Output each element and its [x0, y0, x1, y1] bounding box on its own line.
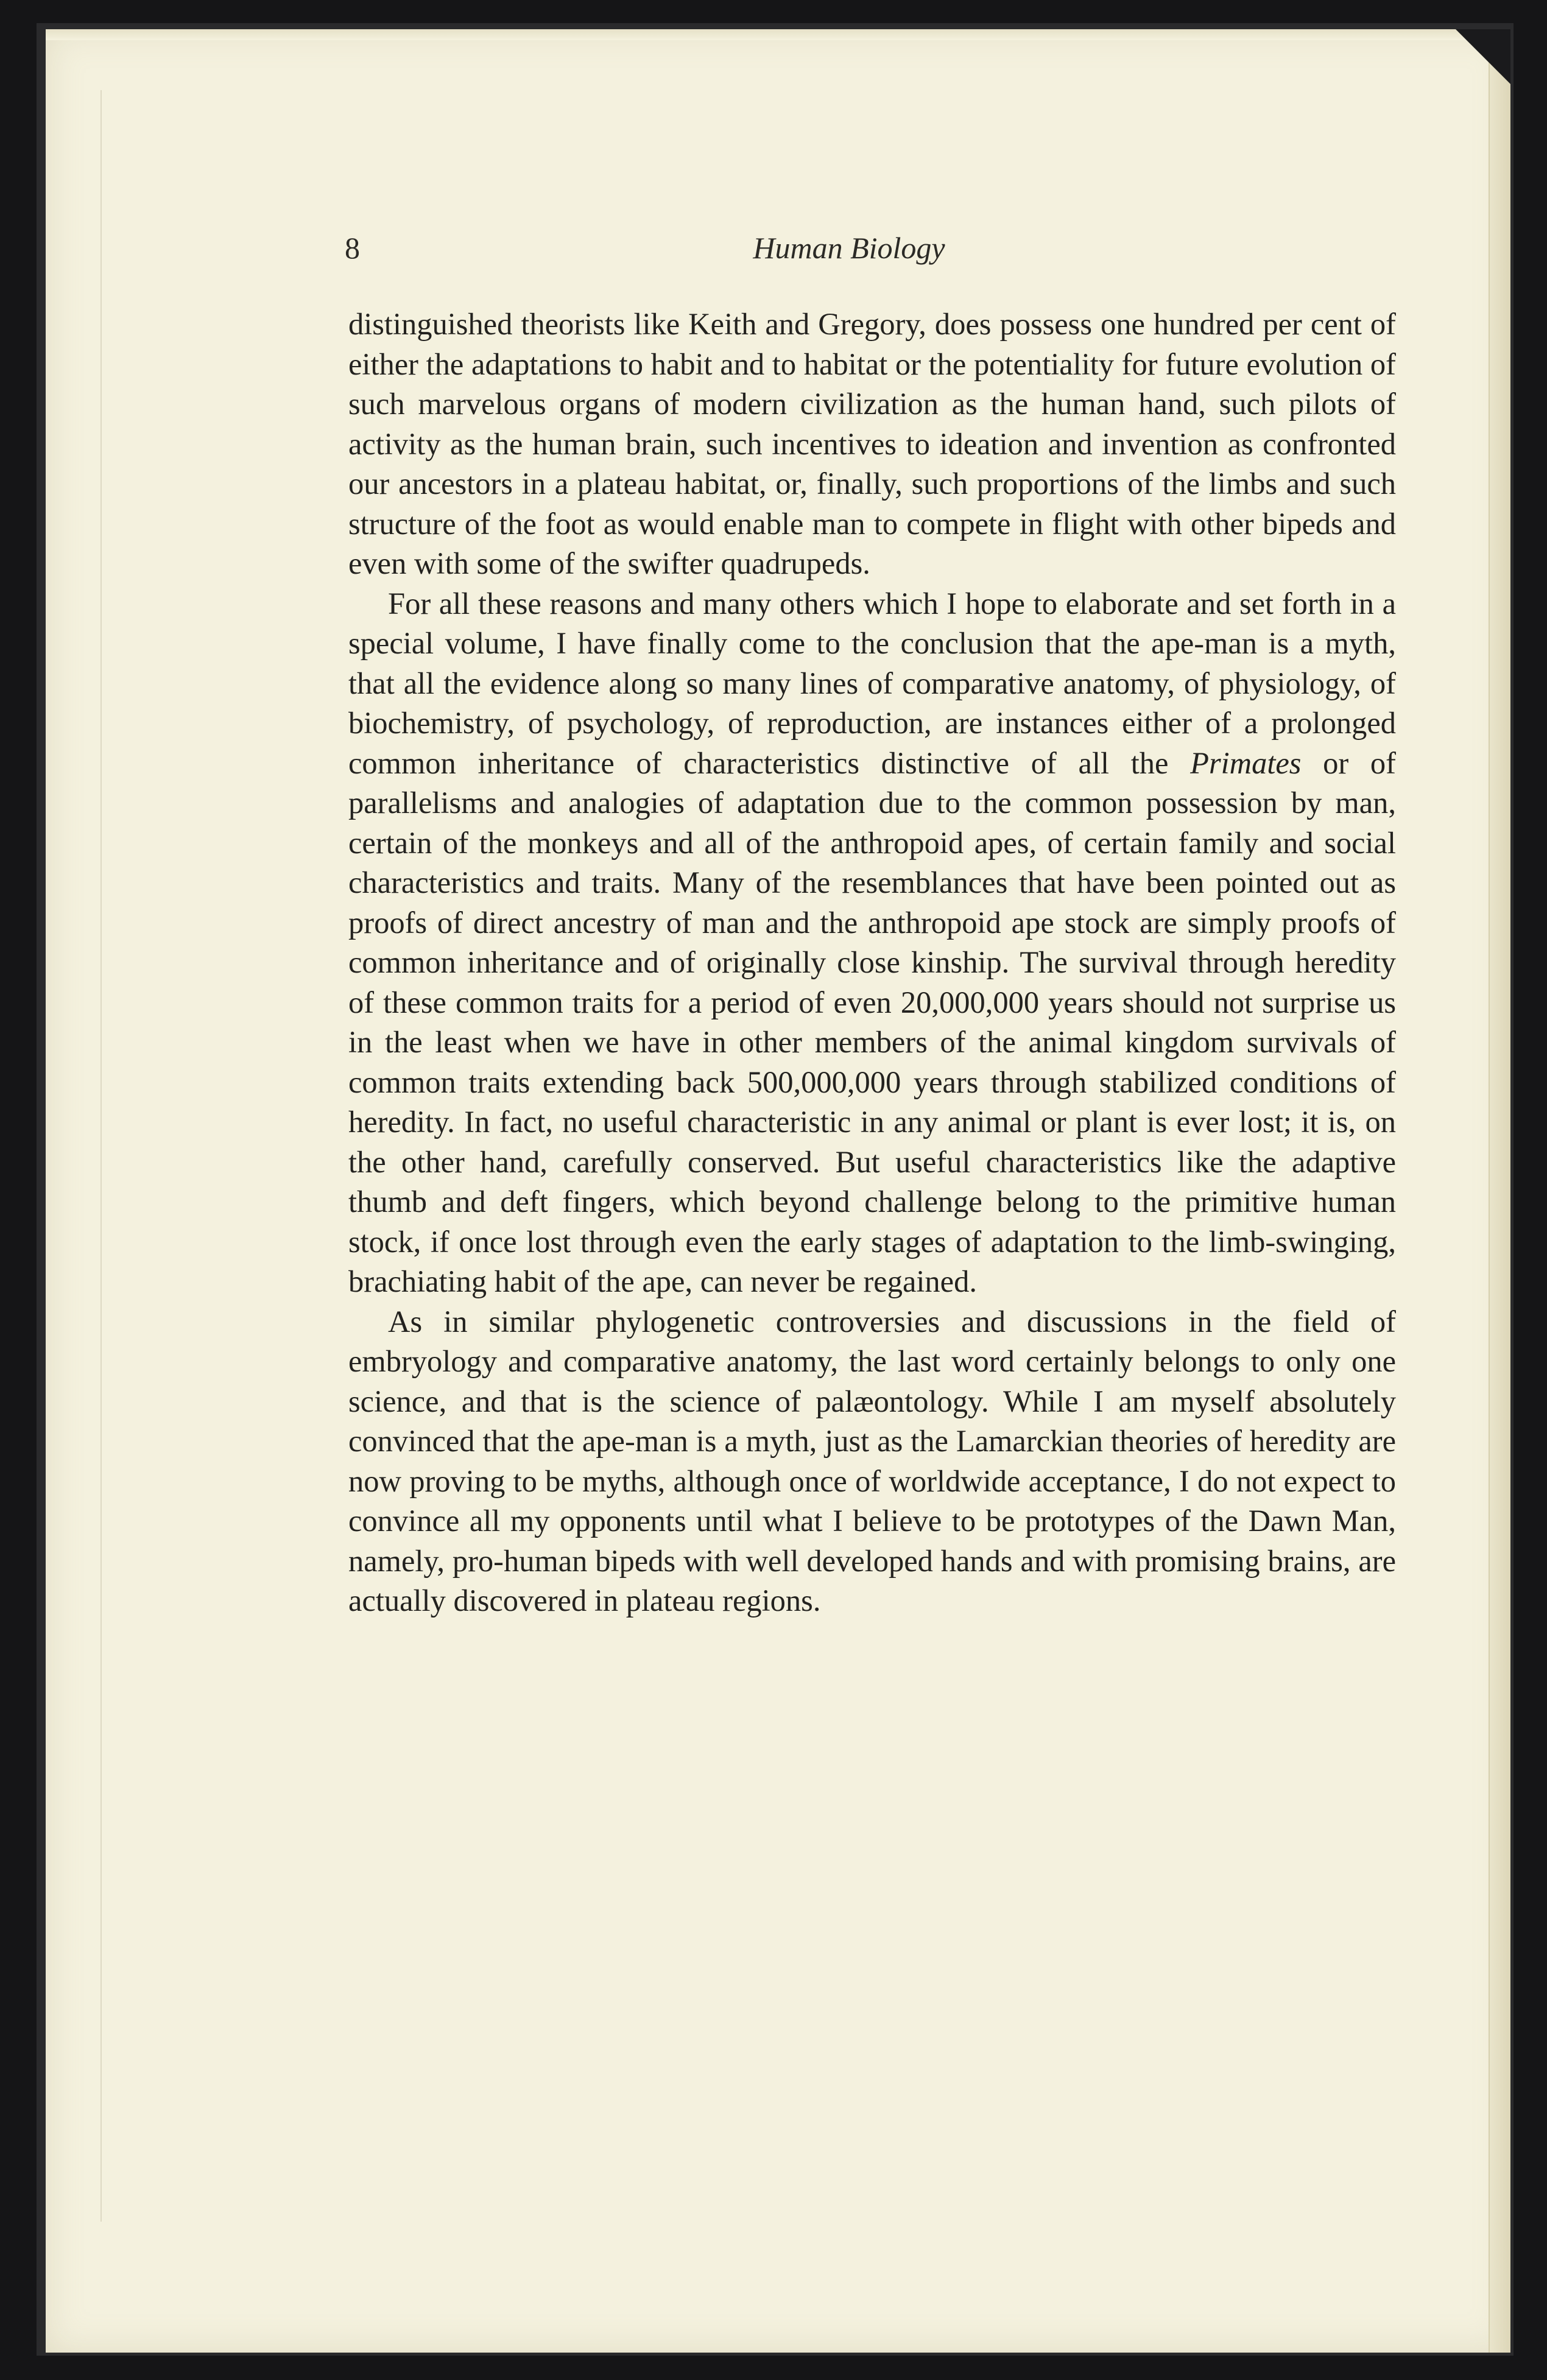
torn-corner: [1456, 29, 1510, 84]
paragraph-3: As in similar phylogenetic controversies and discussions in the field of embryology and comparative anatomy, the last word certainly belongs to only one science, and that is the science of palæontology. While I am myself absolutely convinced that the ape-man is a myth, just as the Lamarckian theories of heredity are now proving to be myths, although once of worldwide acceptance, I do not expect to convince all my opponents until what I believe to be prototypes of the Dawn Man, namely, pro-human bipeds with well developed hands and with promising brains, are actually discovered in plateau regions.: [348, 1304, 1396, 1618]
paragraph-1: distinguished theorists like Keith and Gregory, does possess one hundred per cent of either the adaptations to habit and to habitat or the potentiality for future evolution of such marvelous organs of modern civilization as the human hand, such pilots of activity as the human brain, such incentives to ideation and invention as confronted our ancestors in a plateau habitat, or, finally, such proportions of the limbs and such structure of the foot as would enable man to compete in flight with other bipeds and even with some of the swifter quadrupeds.: [348, 307, 1396, 580]
paragraph-2-text-end: or of parallelisms and analogies of adaptation due to the common possession by man, certain of the monkeys and all of the anthropoid apes, of certain family and social characteristics and traits. Many of the resemblances that have been pointed out as proofs of direct ancestry of man and the anthropoid ape stock are simply proofs of common inheritance and of originally close kinship. The survival through heredity of these common traits for a period of even 20,000,000 years should not surprise us in the least when we have in other members of the animal kingdom survivals of common traits extending back 500,000,000 years through stabilized conditions of heredity. In fact, no useful characteristic in any animal or plant is ever lost; it is, on the other hand, carefully conserved. But useful characteristics like the adaptive thumb and deft fingers, which beyond challenge belong to the primitive human stock, if once lost through even the early stages of adaptation to the limb-swinging, brachiating habit of the ape, can never be regained.: [348, 745, 1396, 1298]
paragraph-2: [348, 584, 1396, 1302]
page-top-edge: [46, 29, 1510, 40]
paragraph-2-text-start: For all these reasons and many others which I hope to elaborate and set forth in a special volume, I have finally come to the conclusion that the ape-man is a myth, that all the evidence along so many lines of comparative anatomy, of physiology, of biochemistry, of psychology, of reproduction, are instances either of a prolonged common inheritance of characteristics distinctive of all the: [348, 586, 1396, 780]
body-text: [348, 305, 1396, 1621]
paragraph-2-italic-term: Primates: [1190, 745, 1302, 780]
page-header: [301, 219, 1397, 268]
gutter-line: [100, 90, 102, 2222]
running-head: Human Biology: [753, 231, 945, 265]
page-right-edge: [1489, 29, 1510, 2353]
page-number: 8: [345, 231, 360, 265]
